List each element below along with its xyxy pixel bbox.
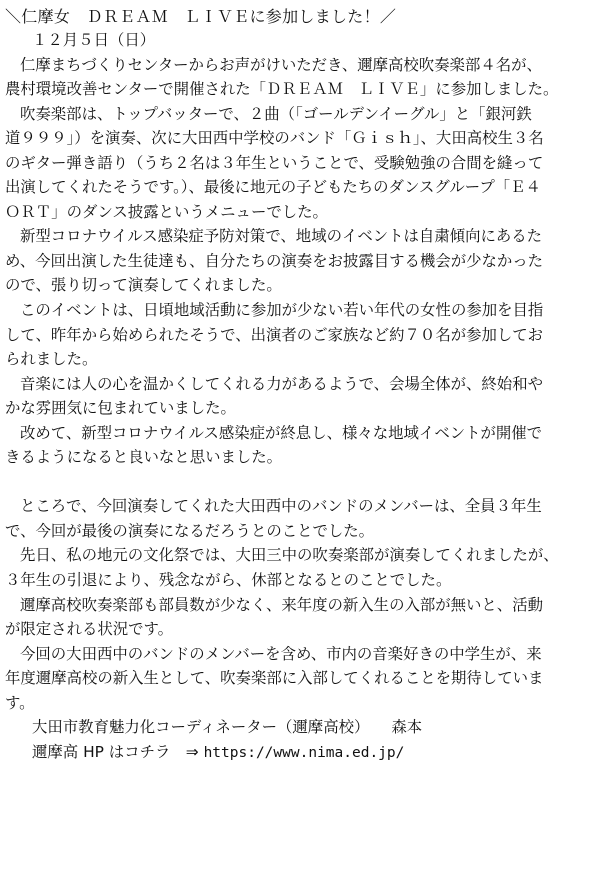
document-title: ＼仁摩女 ＤＲＥＡＭ ＬＩＶＥに参加しました！／	[5, 7, 397, 26]
paragraph-hope	[5, 421, 605, 470]
homepage-link-label: 邇摩高 HP はコチラ ⇒	[32, 742, 199, 761]
paragraph-line: 音楽には人の心を温かくしてくれる力があるようで、会場全体が、終始和や	[20, 374, 543, 393]
paragraph-culture-festival	[5, 543, 605, 592]
paragraph-line: で、今回が最後の演奏になるだろうとのことでした。	[5, 521, 375, 540]
paragraph-line: 年度邇摩高校の新入生として、吹奏楽部に入部してくれることを期待していま	[5, 669, 544, 688]
paragraph-line: 道９９９」）を演奏、次に大田西中学校のバンド「Ｇｉｓｈ」、大田高校生３名	[5, 129, 544, 148]
paragraph-expectation	[5, 642, 605, 716]
paragraph-club-status	[5, 593, 605, 642]
paragraph-program	[5, 102, 605, 225]
paragraph-line: ＯＲＴ」のダンス披露というメニューでした。	[5, 202, 328, 221]
paragraph-line: す。	[5, 693, 35, 712]
paragraph-line: このイベントは、日頃地域活動に参加が少ない若い年代の女性の参加を目指	[20, 301, 544, 320]
paragraph-event-purpose	[5, 298, 605, 372]
signature-role: 大田市教育魅力化コーディネーター（邇摩高校）	[32, 718, 370, 737]
paragraph-line: 先日、私の地元の文化祭では、大田三中の吹奏楽部が演奏してくれましたが、	[20, 546, 559, 565]
paragraph-line: 仁摩まちづくりセンターからお声がけいただき、邇摩高校吹奏楽部４名が、	[20, 55, 542, 74]
paragraph-line: 吹奏楽部は、トップバッターで、２曲（「ゴールデンイーグル」と「銀河鉄	[20, 104, 532, 123]
paragraph-invitation	[5, 53, 605, 102]
paragraph-line: かな雰囲気に包まれていました。	[5, 399, 236, 418]
paragraph-line: 改めて、新型コロナウイルス感染症が終息し、様々な地域イベントが開催で	[20, 423, 543, 442]
signature-name: 森本	[391, 718, 423, 737]
paragraph-band-members	[5, 494, 605, 543]
blank-line	[5, 470, 605, 495]
paragraph-line: 今回の大田西中のバンドのメンバーを含め、市内の音楽好きの中学生が、来	[20, 644, 542, 663]
paragraph-line: きるようになると良いなと思いました。	[5, 448, 283, 467]
paragraph-line: のギター弾き語り（うち２名は３年生ということで、受験勉強の合間を縫って	[5, 153, 544, 172]
paragraph-line: 新型コロナウイルス感染症予防対策で、地域のイベントは自粛傾向にあるた	[20, 227, 543, 246]
signature	[5, 715, 605, 740]
homepage-link-row	[5, 740, 605, 765]
paragraph-line: め、今回出演した生徒達も、自分たちの演奏をお披露目する機会が少なかった	[5, 251, 544, 270]
paragraph-line: ので、張り切って演奏してくれました。	[5, 276, 282, 295]
paragraph-line: ところで、今回演奏してくれた大田西中のバンドのメンバーは、全員３年生	[20, 497, 542, 516]
paragraph-line: 邇摩高校吹奏楽部も部員数が少なく、来年度の新入生の入部が無いと、活動	[20, 595, 543, 614]
document-page	[5, 5, 605, 764]
paragraph-line: 出演してくれたそうです。）、最後に地元の子どもたちのダンスグループ「Ｅ４	[5, 178, 541, 197]
paragraph-line: が限定される状況です。	[5, 620, 174, 639]
paragraph-line: られました。	[5, 350, 98, 369]
paragraph-line: ３年生の引退により、残念ながら、休部となるとのことでした。	[5, 571, 452, 590]
paragraph-covid	[5, 224, 605, 298]
homepage-link[interactable]: https://www.nima.ed.jp/	[203, 744, 405, 761]
paragraph-line: して、昨年から始められたそうで、出演者のご家族など約７０名が参加してお	[5, 325, 544, 344]
paragraph-music-power	[5, 372, 605, 421]
paragraph-line: 農村環境改善センターで開催された「ＤＲＥＡＭ ＬＩＶＥ」に参加しました。	[5, 80, 559, 99]
event-date: １２月５日（日）	[32, 31, 156, 49]
